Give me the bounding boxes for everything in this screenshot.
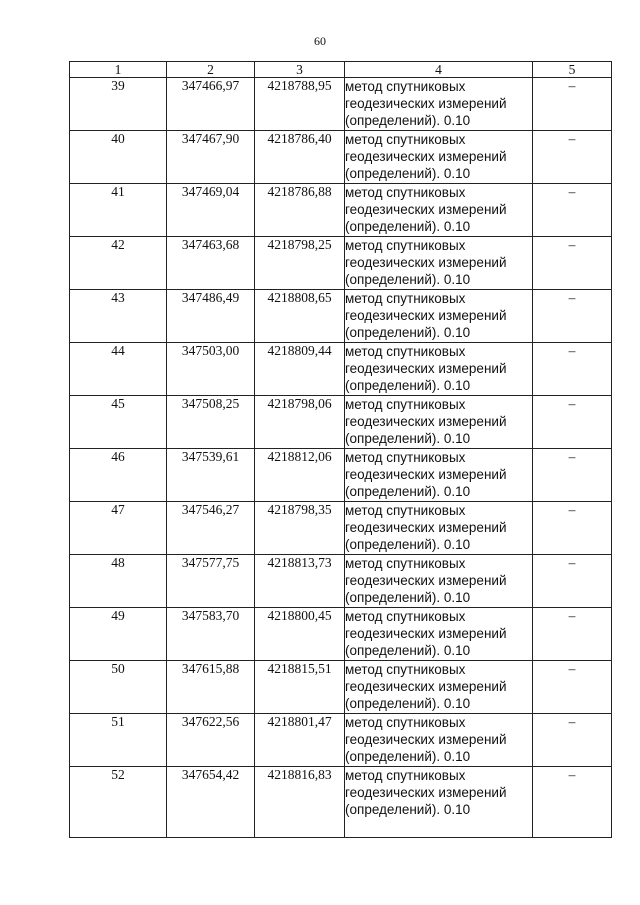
x-coordinate-cell: 347486,49 <box>167 290 255 343</box>
method-line: (определений). 0.10 <box>345 643 471 658</box>
table-row <box>70 608 612 661</box>
method-cell <box>345 449 533 502</box>
method-cell <box>345 78 533 131</box>
col5-cell: – <box>533 555 612 608</box>
col5-cell: – <box>533 661 612 714</box>
point-number-cell: 43 <box>70 290 167 343</box>
method-cell <box>345 714 533 767</box>
method-line: (определений). 0.10 <box>345 431 471 446</box>
x-coordinate-cell: 347508,25 <box>167 396 255 449</box>
method-line: метод спутниковых <box>345 79 466 94</box>
point-number-cell: 41 <box>70 184 167 237</box>
table-body <box>70 78 612 838</box>
method-line: метод спутниковых <box>345 768 466 783</box>
method-line: геодезических измерений <box>345 414 507 429</box>
method-line: метод спутниковых <box>345 609 466 624</box>
method-line: метод спутниковых <box>345 132 466 147</box>
table-row <box>70 661 612 714</box>
method-line: геодезических измерений <box>345 679 507 694</box>
x-coordinate-cell: 347615,88 <box>167 661 255 714</box>
y-coordinate-cell: 4218816,83 <box>255 767 345 838</box>
table-header-row <box>70 62 612 78</box>
x-coordinate-cell: 347654,42 <box>167 767 255 838</box>
method-line: геодезических измерений <box>345 96 507 111</box>
table-row <box>70 290 612 343</box>
method-line: геодезических измерений <box>345 149 507 164</box>
y-coordinate-cell: 4218786,40 <box>255 131 345 184</box>
x-coordinate-cell: 347583,70 <box>167 608 255 661</box>
method-line: геодезических измерений <box>345 467 507 482</box>
col5-cell: – <box>533 290 612 343</box>
x-coordinate-cell: 347622,56 <box>167 714 255 767</box>
method-cell <box>345 343 533 396</box>
header-col-1: 1 <box>70 62 167 78</box>
method-line: геодезических измерений <box>345 626 507 641</box>
point-number-cell: 50 <box>70 661 167 714</box>
header-col-2: 2 <box>167 62 255 78</box>
method-line: геодезических измерений <box>345 361 507 376</box>
y-coordinate-cell: 4218786,88 <box>255 184 345 237</box>
method-line: геодезических измерений <box>345 785 507 800</box>
point-number-cell: 40 <box>70 131 167 184</box>
y-coordinate-cell: 4218788,95 <box>255 78 345 131</box>
method-line: геодезических измерений <box>345 308 507 323</box>
table-row <box>70 237 612 290</box>
col5-cell: – <box>533 78 612 131</box>
x-coordinate-cell: 347503,00 <box>167 343 255 396</box>
method-line: геодезических измерений <box>345 202 507 217</box>
x-coordinate-cell: 347539,61 <box>167 449 255 502</box>
table-row <box>70 555 612 608</box>
method-line: (определений). 0.10 <box>345 272 471 287</box>
header-col-5: 5 <box>533 62 612 78</box>
method-cell <box>345 555 533 608</box>
method-cell <box>345 608 533 661</box>
method-line: (определений). 0.10 <box>345 749 471 764</box>
point-number-cell: 47 <box>70 502 167 555</box>
header-col-3: 3 <box>255 62 345 78</box>
method-line: метод спутниковых <box>345 397 466 412</box>
point-number-cell: 45 <box>70 396 167 449</box>
point-number-cell: 49 <box>70 608 167 661</box>
method-line: геодезических измерений <box>345 255 507 270</box>
col5-cell: – <box>533 714 612 767</box>
x-coordinate-cell: 347463,68 <box>167 237 255 290</box>
method-line: метод спутниковых <box>345 556 466 571</box>
x-coordinate-cell: 347466,97 <box>167 78 255 131</box>
method-line: метод спутниковых <box>345 291 466 306</box>
method-line: (определений). 0.10 <box>345 537 471 552</box>
y-coordinate-cell: 4218798,35 <box>255 502 345 555</box>
point-number-cell: 39 <box>70 78 167 131</box>
method-cell <box>345 661 533 714</box>
table-row <box>70 767 612 838</box>
col5-cell: – <box>533 131 612 184</box>
col5-cell: – <box>533 396 612 449</box>
method-line: (определений). 0.10 <box>345 802 471 817</box>
table-row <box>70 396 612 449</box>
y-coordinate-cell: 4218798,25 <box>255 237 345 290</box>
method-line: геодезических измерений <box>345 732 507 747</box>
method-line: (определений). 0.10 <box>345 590 471 605</box>
point-number-cell: 52 <box>70 767 167 838</box>
table-row <box>70 131 612 184</box>
x-coordinate-cell: 347546,27 <box>167 502 255 555</box>
method-line: метод спутниковых <box>345 185 466 200</box>
col5-cell: – <box>533 608 612 661</box>
method-cell <box>345 184 533 237</box>
col5-cell: – <box>533 184 612 237</box>
method-line: (определений). 0.10 <box>345 696 471 711</box>
col5-cell: – <box>533 449 612 502</box>
method-line: метод спутниковых <box>345 662 466 677</box>
x-coordinate-cell: 347467,90 <box>167 131 255 184</box>
method-line: метод спутниковых <box>345 450 466 465</box>
table-row <box>70 343 612 396</box>
table-row <box>70 449 612 502</box>
method-line: геодезических измерений <box>345 573 507 588</box>
point-number-cell: 51 <box>70 714 167 767</box>
table-row <box>70 184 612 237</box>
header-col-4: 4 <box>345 62 533 78</box>
method-line: геодезических измерений <box>345 520 507 535</box>
point-number-cell: 44 <box>70 343 167 396</box>
method-line: (определений). 0.10 <box>345 166 471 181</box>
y-coordinate-cell: 4218815,51 <box>255 661 345 714</box>
y-coordinate-cell: 4218808,65 <box>255 290 345 343</box>
y-coordinate-cell: 4218812,06 <box>255 449 345 502</box>
x-coordinate-cell: 347469,04 <box>167 184 255 237</box>
table-row <box>70 714 612 767</box>
x-coordinate-cell: 347577,75 <box>167 555 255 608</box>
method-line: метод спутниковых <box>345 715 466 730</box>
point-number-cell: 48 <box>70 555 167 608</box>
table-row <box>70 502 612 555</box>
method-cell <box>345 767 533 838</box>
point-number-cell: 46 <box>70 449 167 502</box>
method-line: метод спутниковых <box>345 344 466 359</box>
method-line: (определений). 0.10 <box>345 484 471 499</box>
col5-cell: – <box>533 343 612 396</box>
page-number: 60 <box>314 34 326 48</box>
col5-cell: – <box>533 767 612 838</box>
method-line: метод спутниковых <box>345 503 466 518</box>
method-cell <box>345 290 533 343</box>
y-coordinate-cell: 4218809,44 <box>255 343 345 396</box>
method-line: (определений). 0.10 <box>345 219 471 234</box>
method-cell <box>345 237 533 290</box>
method-cell <box>345 502 533 555</box>
col5-cell: – <box>533 237 612 290</box>
method-line: (определений). 0.10 <box>345 113 471 128</box>
coordinates-table <box>69 61 612 838</box>
y-coordinate-cell: 4218798,06 <box>255 396 345 449</box>
y-coordinate-cell: 4218813,73 <box>255 555 345 608</box>
method-line: метод спутниковых <box>345 238 466 253</box>
col5-cell: – <box>533 502 612 555</box>
method-line: (определений). 0.10 <box>345 378 471 393</box>
method-cell <box>345 131 533 184</box>
point-number-cell: 42 <box>70 237 167 290</box>
y-coordinate-cell: 4218800,45 <box>255 608 345 661</box>
method-line: (определений). 0.10 <box>345 325 471 340</box>
y-coordinate-cell: 4218801,47 <box>255 714 345 767</box>
table-row <box>70 78 612 131</box>
method-cell <box>345 396 533 449</box>
